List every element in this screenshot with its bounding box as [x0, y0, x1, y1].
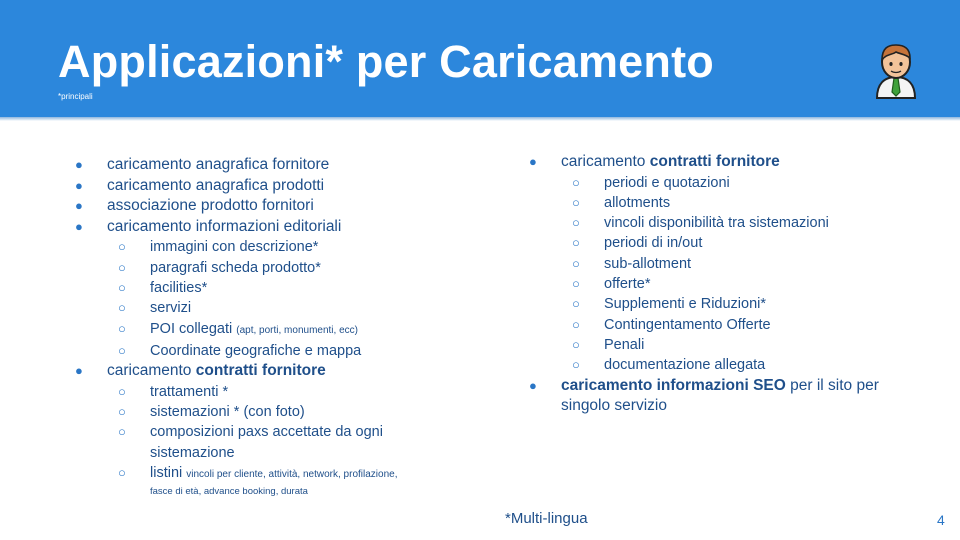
sub-list-item: ○ facilities*: [75, 278, 465, 298]
circle-bullet-icon: ○: [118, 279, 126, 295]
sub-list-item: ○ listini vincoli per cliente, attività, network, profilazione, fasce di età, advance booking, durata: [118, 464, 398, 498]
bullet-icon: ●: [529, 154, 537, 169]
circle-bullet-icon: ○: [572, 255, 580, 271]
list-item: ● caricamento anagrafica prodotti: [75, 176, 465, 197]
circle-bullet-icon: ○: [572, 276, 580, 292]
circle-bullet-icon: ○: [118, 383, 126, 399]
sub-list-item: ○ offerte*: [529, 274, 889, 294]
circle-bullet-icon: ○: [572, 235, 580, 251]
bullet-icon: ●: [75, 363, 83, 379]
circle-bullet-icon: ○: [572, 296, 580, 312]
bullet-icon: ●: [529, 377, 537, 393]
sub-list-item: ○ paragrafi scheda prodotto*: [75, 258, 465, 278]
list-item: ● caricamento contratti fornitore: [75, 361, 465, 382]
bullet-icon: ●: [75, 198, 83, 214]
sub-list-item: ○ Coordinate geografiche e mappa: [75, 341, 465, 361]
circle-bullet-icon: ○: [572, 336, 580, 352]
right-bullet-list: [529, 152, 889, 417]
sub-list-item: ○ POI collegati (apt, porti, monumenti, ecc): [75, 319, 465, 341]
list-item: ● caricamento informazioni editoriali: [75, 217, 465, 238]
bullet-icon: ●: [75, 177, 83, 193]
circle-bullet-icon: ○: [118, 404, 126, 420]
circle-bullet-icon: ○: [572, 316, 580, 332]
left-bullet-list: [75, 155, 465, 499]
circle-bullet-icon: ○: [118, 239, 126, 255]
sub-list-item: ○ Contingentamento Offerte: [529, 315, 889, 335]
list-item: ● associazione prodotto fornitori: [75, 196, 465, 217]
bullet-icon: ●: [75, 157, 83, 172]
sub-list-item: ○ sub-allotment: [529, 254, 889, 274]
slide-subtitle: *principali: [58, 92, 93, 101]
bullet-icon: ●: [75, 218, 83, 234]
sub-list-item: ○ immagini con descrizione*: [75, 237, 465, 257]
sub-list-item: ○ vincoli disponibilità tra sistemazioni: [529, 213, 889, 233]
sub-list-item: ○ periodi di in/out: [529, 233, 889, 253]
list-item: ● caricamento contratti fornitore: [529, 152, 889, 173]
sub-list-item: ○ documentazione allegata: [529, 355, 889, 375]
circle-bullet-icon: ○: [572, 174, 580, 190]
list-item: ● caricamento anagrafica fornitore: [75, 155, 465, 176]
sub-list-item: ○ periodi e quotazioni: [529, 173, 889, 193]
list-item: ● caricamento informazioni SEO per il sito per singolo servizio: [529, 376, 879, 415]
title-bar-shadow: [0, 117, 960, 121]
sub-list-item: ○ allotments: [529, 193, 889, 213]
page-number: 4: [937, 512, 945, 528]
circle-bullet-icon: ○: [118, 320, 126, 336]
circle-bullet-icon: ○: [118, 259, 126, 275]
circle-bullet-icon: ○: [572, 215, 580, 231]
sub-list-item: ○ trattamenti *: [75, 382, 465, 402]
sub-list-item: ○ Penali: [529, 335, 889, 355]
footnote: *Multi-lingua: [505, 510, 588, 527]
circle-bullet-icon: ○: [118, 300, 126, 316]
circle-bullet-icon: ○: [118, 424, 126, 440]
sub-list-item: ○ Supplementi e Riduzioni*: [529, 294, 889, 314]
businessman-icon: [874, 42, 918, 100]
circle-bullet-icon: ○: [118, 464, 126, 480]
slide-title: Applicazioni* per Caricamento: [58, 36, 714, 87]
sub-list-item: ○ composizioni paxs accettate da ogni sistemazione: [118, 424, 383, 461]
sub-list-item: ○ sistemazioni * (con foto): [75, 402, 465, 422]
sub-list-item: ○ servizi: [75, 298, 465, 318]
circle-bullet-icon: ○: [572, 357, 580, 373]
circle-bullet-icon: ○: [118, 342, 126, 358]
circle-bullet-icon: ○: [572, 194, 580, 210]
